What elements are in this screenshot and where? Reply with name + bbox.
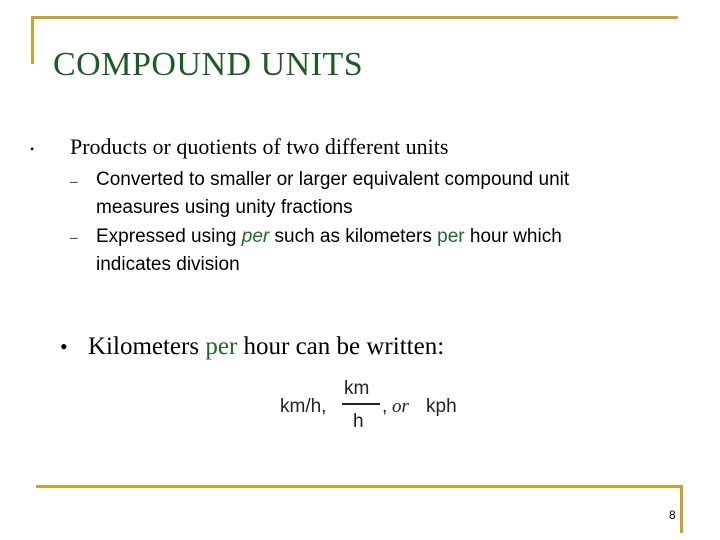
formula-fraction-bar [342,403,380,405]
second-bullet-dot: • [60,334,68,359]
sub2-text-post: hour which indicates division [96,226,562,275]
sub2-per: per [437,226,465,247]
sub-bullet-1: Converted to smaller or larger equivalent compound unit measures using unity fractions [96,169,570,218]
sub2-text-pre: Expressed using [96,226,242,247]
frame-top-line [31,16,678,19]
formula-km-per-h: km/h, [280,396,327,417]
bullet-dot: • [30,142,35,156]
sub-bullet-2 [96,223,616,279]
slide-title: COMPOUND UNITS [53,46,364,83]
main-bullet-text: Products or quotients of two different units [70,134,449,159]
formula-fraction-numerator: km [344,378,370,399]
sub2-per-italic: per [241,226,270,247]
sub-bullet-dash-1: – [70,174,78,190]
sub-bullet-dash-2: – [70,230,78,246]
second-bullet-pre: Kilometers [88,333,206,360]
second-bullet-per: per [205,333,238,360]
page-number: 8 [669,508,676,522]
formula-kph: kph [426,396,457,417]
formula-fraction-denominator: h [353,411,364,432]
frame-left-line [31,16,34,64]
frame-right-line [680,485,683,533]
second-bullet-text [88,333,444,361]
formula-comma: , [382,396,388,417]
formula-or: or [392,396,409,417]
frame-bottom-line [36,485,683,488]
sub2-text-mid: such as kilometers [269,226,438,247]
second-bullet-post: hour can be written: [237,333,445,360]
